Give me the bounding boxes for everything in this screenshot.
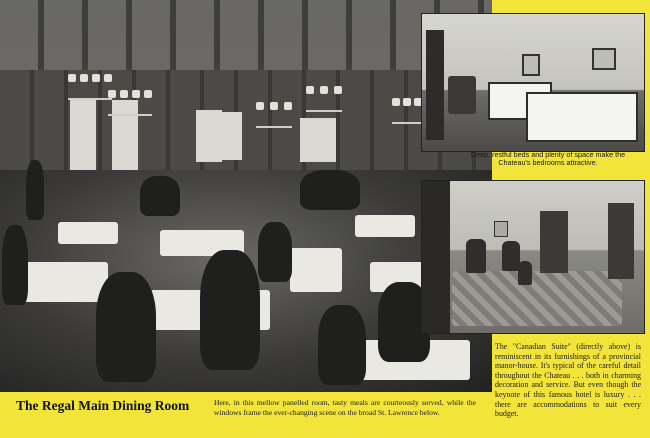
doorway [422,181,450,333]
suite-photo [421,180,645,334]
picture-frame [522,54,540,76]
diner [96,272,156,382]
diner [200,250,260,370]
picture-frame [592,48,616,70]
chandelier [392,92,422,124]
diner [258,222,292,282]
bedroom-photo [421,13,645,152]
chandelier [256,96,292,128]
picture-frame [494,221,508,237]
window [222,112,242,160]
window [196,110,222,162]
armchair [448,76,476,114]
chair [466,239,486,273]
suite-caption: The "Canadian Suite" (directly above) is reminiscent in its furnishings of a provincial manor-house. It's typical of the careful detail throughout the Chateau . . . both in charming decoration and service. But even though the keynote of this famous hotel is luxury . . . there are accommodations to suit every budget. [495,342,641,419]
chandelier [306,80,342,112]
diner [140,176,180,216]
patterned-rug [452,271,622,326]
chandelier [108,84,152,116]
bedroom-caption: Deep, restful beds and plenty of space make the Chateau's bedrooms attractive. [470,150,626,168]
window [318,118,336,162]
section-heading: The Regal Main Dining Room [16,398,190,413]
doorway [426,30,444,140]
chandelier [68,68,112,100]
section-body: Here, in this mellow panelled room, tasty meals are courteously served, while the windows frame the ever-changing scene on the broad St. Lawrence below. [214,398,476,417]
doorway [608,203,634,279]
diner [26,160,44,220]
diner [300,170,360,210]
dining-table [355,215,415,237]
dining-table [290,248,342,292]
window [300,118,318,162]
chair [518,261,532,285]
window [70,100,96,170]
doorway [540,211,568,273]
diner [2,225,28,305]
twin-bed [526,92,638,142]
diner [318,305,366,385]
dining-table [18,262,108,302]
dining-table [58,222,118,244]
